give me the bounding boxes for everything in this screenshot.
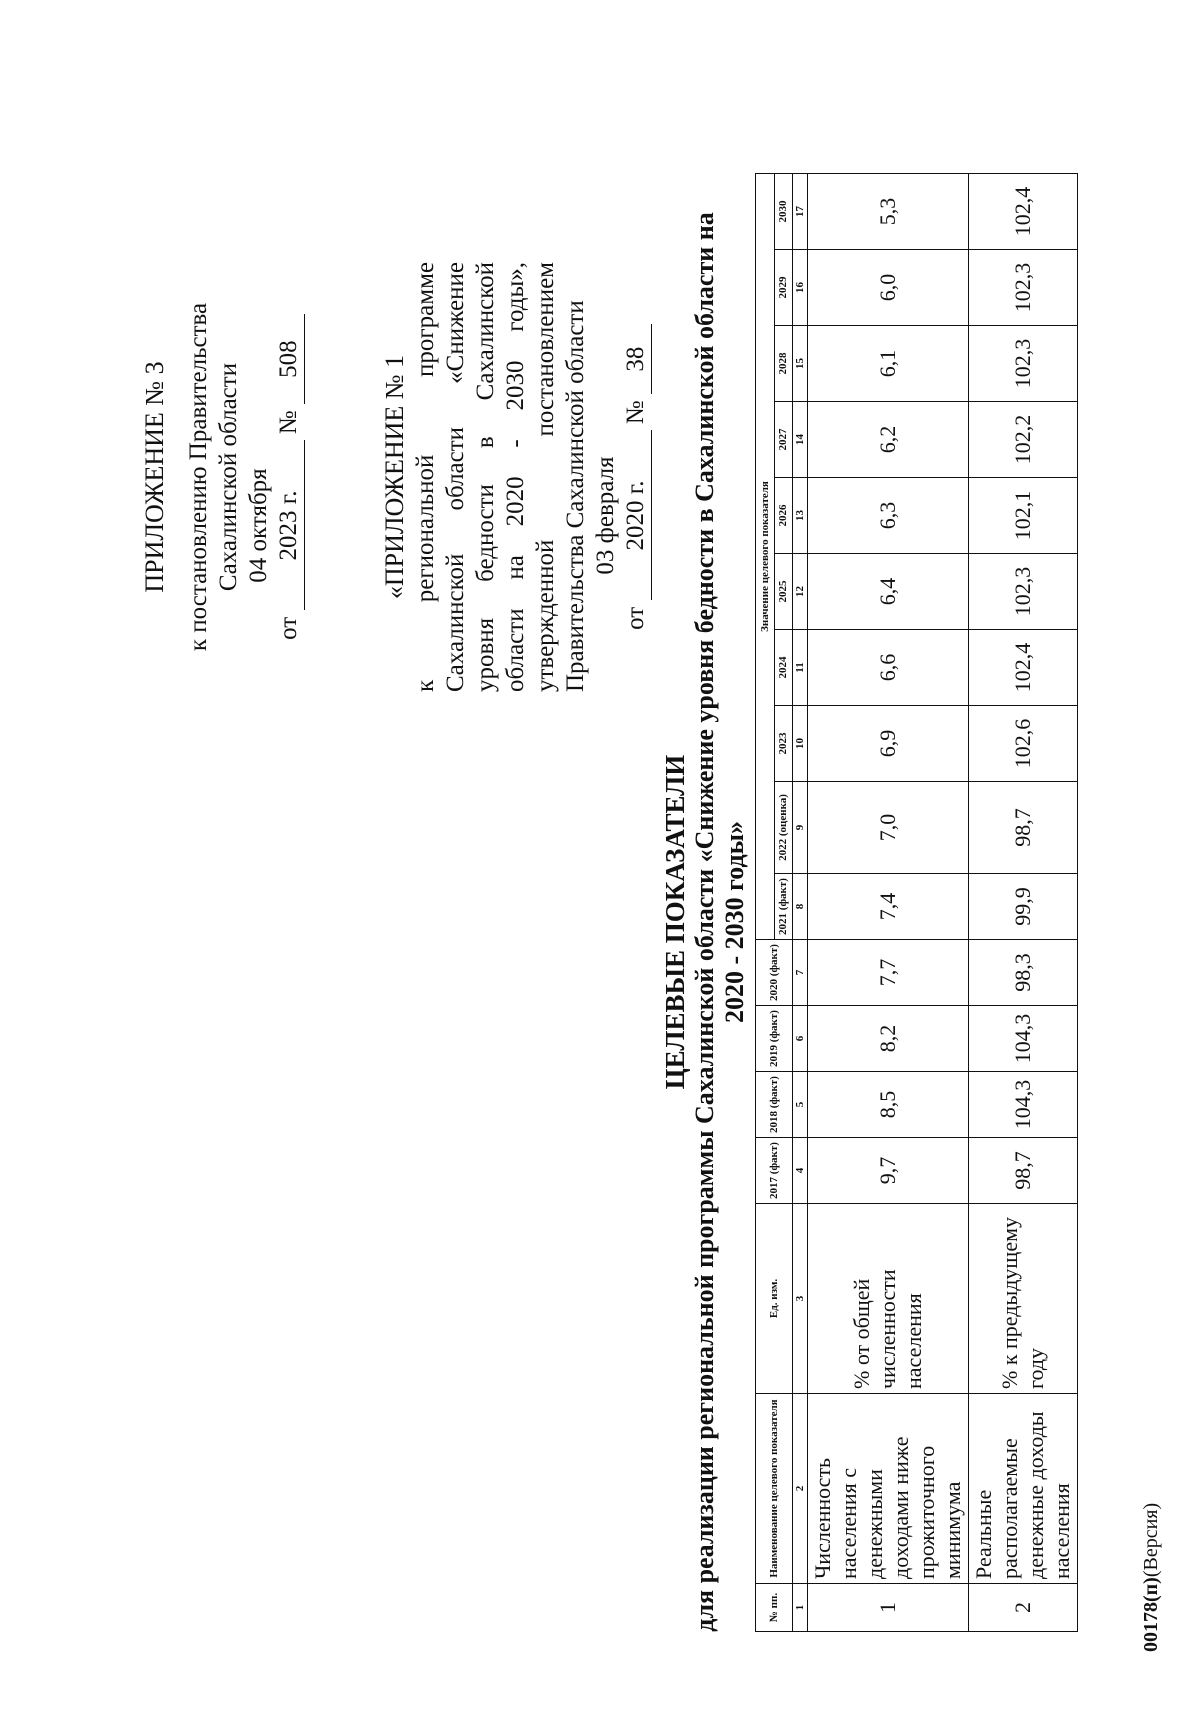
appendix-3-line1: к постановлению Правительства: [185, 302, 212, 652]
value-cell: 102,6: [969, 706, 1078, 782]
column-number: 5: [793, 1072, 808, 1138]
value-cell: 102,4: [969, 630, 1078, 706]
value-cell: 6,2: [808, 402, 969, 478]
column-number: 8: [793, 874, 808, 940]
value-cell: 5,3: [808, 174, 969, 250]
document-version: (Версия): [1140, 1502, 1162, 1578]
header-year: 2020 (факт): [756, 940, 793, 1006]
header-num: № пп.: [756, 1584, 793, 1632]
appendix-3-date: 04 октября 2023 г.: [244, 441, 305, 611]
appendix-1-date: 03 февраля 2020 г.: [591, 431, 652, 601]
header-year: 2026: [775, 478, 793, 554]
value-cell: 7,0: [808, 782, 969, 874]
indicator-name: Численность населения с денежными доходами ниже прожиточного минимума: [808, 1394, 969, 1584]
value-cell: 7,7: [808, 940, 969, 1006]
column-number: 10: [793, 706, 808, 782]
from-label: от: [275, 616, 302, 640]
header-year: 2027: [775, 402, 793, 478]
table-row: [969, 174, 1078, 1632]
header-year: 2028: [775, 326, 793, 402]
column-number: 6: [793, 1006, 808, 1072]
header-year: 2022 (оценка): [775, 782, 793, 874]
header-name: Наименование целевого показателя: [756, 1394, 793, 1584]
header-year: 2021 (факт): [775, 874, 793, 940]
header-year: 2017 (факт): [756, 1138, 793, 1204]
number-label: №: [275, 410, 302, 435]
appendix-3-number: 508: [274, 314, 305, 404]
column-number: 3: [793, 1204, 808, 1394]
column-number: 11: [793, 630, 808, 706]
value-cell: 102,4: [969, 174, 1078, 250]
header-year: 2019 (факт): [756, 1006, 793, 1072]
column-number: 16: [793, 250, 808, 326]
table-row: [808, 174, 969, 1632]
column-numbers-row: [793, 174, 808, 1632]
value-cell: 98,3: [969, 940, 1078, 1006]
appendix-3-date-line: [244, 262, 305, 692]
appendix-3-block: [140, 262, 305, 692]
column-number: 17: [793, 174, 808, 250]
column-number: 15: [793, 326, 808, 402]
appendix-1-number: 38: [621, 324, 652, 394]
row-number: 2: [969, 1584, 1078, 1632]
value-cell: 7,4: [808, 874, 969, 940]
value-cell: 104,3: [969, 1006, 1078, 1072]
value-cell: 98,7: [969, 1138, 1078, 1204]
header-year: 2024: [775, 630, 793, 706]
appendix-1-block: [380, 262, 652, 692]
column-number: 9: [793, 782, 808, 874]
value-cell: 6,0: [808, 250, 969, 326]
appendix-1-date-line: [592, 324, 649, 630]
column-number: 1: [793, 1584, 808, 1632]
value-cell: 6,4: [808, 554, 969, 630]
value-cell: 102,3: [969, 554, 1078, 630]
value-cell: 6,6: [808, 630, 969, 706]
header-group: Значение целевого показателя: [756, 174, 775, 940]
document-subtitle: для реализации региональной программы Сахалинской области «Снижение уровня бедности в Сахалинской области на 2020 - 2030 годы»: [690, 212, 749, 1632]
from-label: от: [622, 606, 649, 630]
column-number: 7: [793, 940, 808, 1006]
value-cell: 104,3: [969, 1072, 1078, 1138]
document-code: 00178(п): [1140, 1577, 1162, 1652]
number-label: №: [622, 400, 649, 425]
document-title: ЦЕЛЕВЫЕ ПОКАЗАТЕЛИ: [660, 754, 690, 1090]
header-row-top: [756, 174, 775, 1632]
header-year: 2023: [775, 706, 793, 782]
value-cell: 99,9: [969, 874, 1078, 940]
value-cell: 8,2: [808, 1006, 969, 1072]
document-title-block: [660, 192, 750, 1652]
appendix-1-body: к региональной программе Сахалинской области «Снижение уровня бедности в Сахалинской области на 2020 - 2030 годы», утвержденной постановлением Правительства Сахалинской области: [412, 262, 589, 692]
column-number: 14: [793, 402, 808, 478]
value-cell: 98,7: [969, 782, 1078, 874]
header-unit: Ед. изм.: [756, 1204, 793, 1394]
value-cell: 6,9: [808, 706, 969, 782]
value-cell: 8,5: [808, 1072, 969, 1138]
value-cell: 102,2: [969, 402, 1078, 478]
indicator-name: Реальные располагаемые денежные доходы населения: [969, 1394, 1078, 1584]
column-number: 4: [793, 1138, 808, 1204]
value-cell: 6,3: [808, 478, 969, 554]
value-cell: 9,7: [808, 1138, 969, 1204]
appendix-3-line2: Сахалинской области: [215, 362, 242, 592]
column-number: 12: [793, 554, 808, 630]
header-year: 2025: [775, 554, 793, 630]
indicators-table: [755, 173, 1078, 1632]
value-cell: 102,3: [969, 250, 1078, 326]
column-number: 13: [793, 478, 808, 554]
document-footer: [1140, 1503, 1163, 1652]
indicator-unit: % от общей численности населения: [808, 1204, 969, 1394]
header-year: 2030: [775, 174, 793, 250]
value-cell: 6,1: [808, 326, 969, 402]
indicator-unit: % к предыдущему году: [969, 1204, 1078, 1394]
header-year: 2029: [775, 250, 793, 326]
appendix-3-title: ПРИЛОЖЕНИЕ № 3: [140, 361, 169, 593]
value-cell: 102,1: [969, 478, 1078, 554]
row-number: 1: [808, 1584, 969, 1632]
column-number: 2: [793, 1394, 808, 1584]
value-cell: 102,3: [969, 326, 1078, 402]
appendix-1-title: «ПРИЛОЖЕНИЕ № 1: [380, 354, 409, 600]
header-year: 2018 (факт): [756, 1072, 793, 1138]
